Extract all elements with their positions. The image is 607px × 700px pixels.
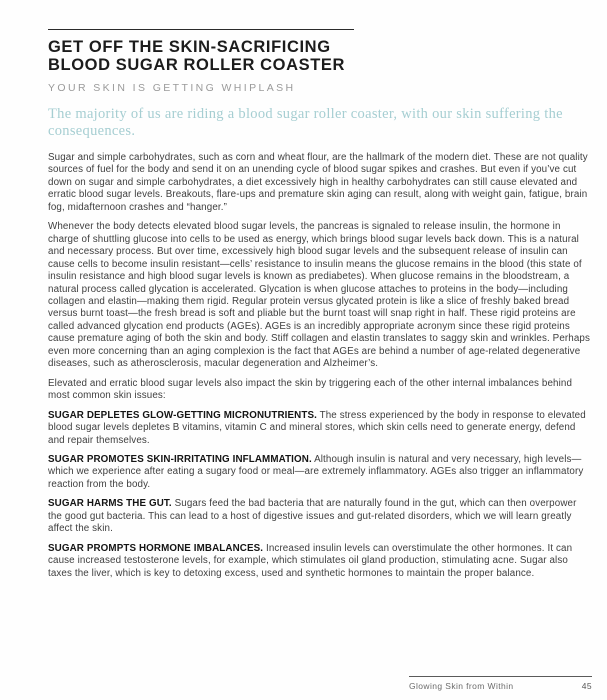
running-footer-title: Glowing Skin from Within (409, 681, 514, 691)
page-number: 45 (581, 681, 592, 691)
title-rule (48, 29, 354, 30)
bullet-inflammation-lead: SUGAR PROMOTES SKIN-IRRITATING INFLAMMATION. (48, 453, 312, 465)
bullet-micronutrients (48, 410, 590, 447)
bullet-inflammation (48, 454, 590, 491)
chapter-title (48, 39, 590, 74)
page-footer (409, 676, 592, 691)
bullet-micronutrients-text: The stress experienced by the body in response to elevated blood sugar levels depletes B vitamins, vitamin C and mineral stores, which skin cells need to generate energy, defend and repair themselves. (48, 409, 586, 446)
bullet-gut-text: Sugars feed the bad bacteria that are naturally found in the gut, which can then overpower the good gut bacteria. This can lead to a host of digestive issues and gut-related disorders, which we will learn greatly affect the skin. (48, 498, 577, 535)
bullet-gut-lead: SUGAR HARMS THE GUT. (48, 498, 172, 510)
pull-quote: The majority of us are riding a blood sugar roller coaster, with our skin suffering the consequences. (48, 106, 563, 139)
bullet-gut (48, 498, 590, 535)
chapter-subtitle: YOUR SKIN IS GETTING WHIPLASH (48, 82, 296, 94)
bullet-inflammation-text: Although insulin is natural and very necessary, high levels—which we experience after eating a sugary food or meal—are extremely inflammatory. AGEs also trigger an inflammatory reaction from the body. (48, 453, 584, 490)
bullet-hormones (48, 543, 590, 580)
body-content (48, 152, 590, 580)
paragraph-insulin-glycation: Whenever the body detects elevated blood sugar levels, the pancreas is signaled to release insulin, the hormone in charge of shuttling glucose into cells to be used as energy, which brings blood sugar levels back down. This is a natural and necessary process. But over time, excessively high blood sugar levels and the subsequent release of insulin can cause cells to become insulin resistant—cells’ resistance to insulin means the glucose remains in the blood (this state of insulin resistance and high blood sugar levels is known as prediabetes). When glucose remains in the bloodstream, a natural process called glycation is accelerated. Glycation is when glucose attaches to proteins in the body—including collagen and elastin—making them rigid. Regular protein versus glycated protein is like a slice of freshly baked bread versus burnt toast—the fresh bread is soft and pliable but the burnt toast will snap right in half. These rigid proteins are called advanced glycation end products (AGEs). AGEs is an incredibly appropriate acronym since these rigid proteins cause premature aging of both the skin and body. Stiff collagen and elastin translates to saggy skin and wrinkles. Perhaps even more concerning than an aging complexion is the fact that AGEs are behind a number of age-related degenerative diseases, such as atherosclerosis, macular degeneration and Alzheimer’s. (48, 221, 590, 370)
bullet-micronutrients-lead: SUGAR DEPLETES GLOW-GETTING MICRONUTRIENTS. (48, 409, 317, 421)
paragraph-intro: Sugar and simple carbohydrates, such as corn and wheat flour, are the hallmark of the modern diet. These are not quality sources of fuel for the body and send it on an unending cycle of blood sugar spikes and crashes. But even if you’ve cut down on sugar and simple carbohydrates, a diet excessively high in healthy carbohydrates can still cause elevated and erratic blood sugar levels. Breakouts, flare-ups and premature skin aging can result, along with weight gain, fatigue, brain fog, midafternoon crashes and “hanger.” (48, 152, 588, 213)
paragraph-imbalances-lead-in: Elevated and erratic blood sugar levels also impact the skin by triggering each of the other internal imbalances behind most common skin issues: (48, 377, 573, 402)
chapter-title-line-1: GET OFF THE SKIN-SACRIFICING (48, 38, 331, 56)
bullet-hormones-lead: SUGAR PROMPTS HORMONE IMBALANCES. (48, 542, 264, 554)
chapter-title-line-2: BLOOD SUGAR ROLLER COASTER (48, 55, 346, 74)
bullet-hormones-text: Increased insulin levels can overstimulate the other hormones. It can cause increased testosterone levels, for example, which stimulates oil gland production, stimulating acne. Sugar also taxes the liver, which is key to detoxing excess, used and synthetic hormones to maintain the proper balance. (48, 542, 573, 579)
